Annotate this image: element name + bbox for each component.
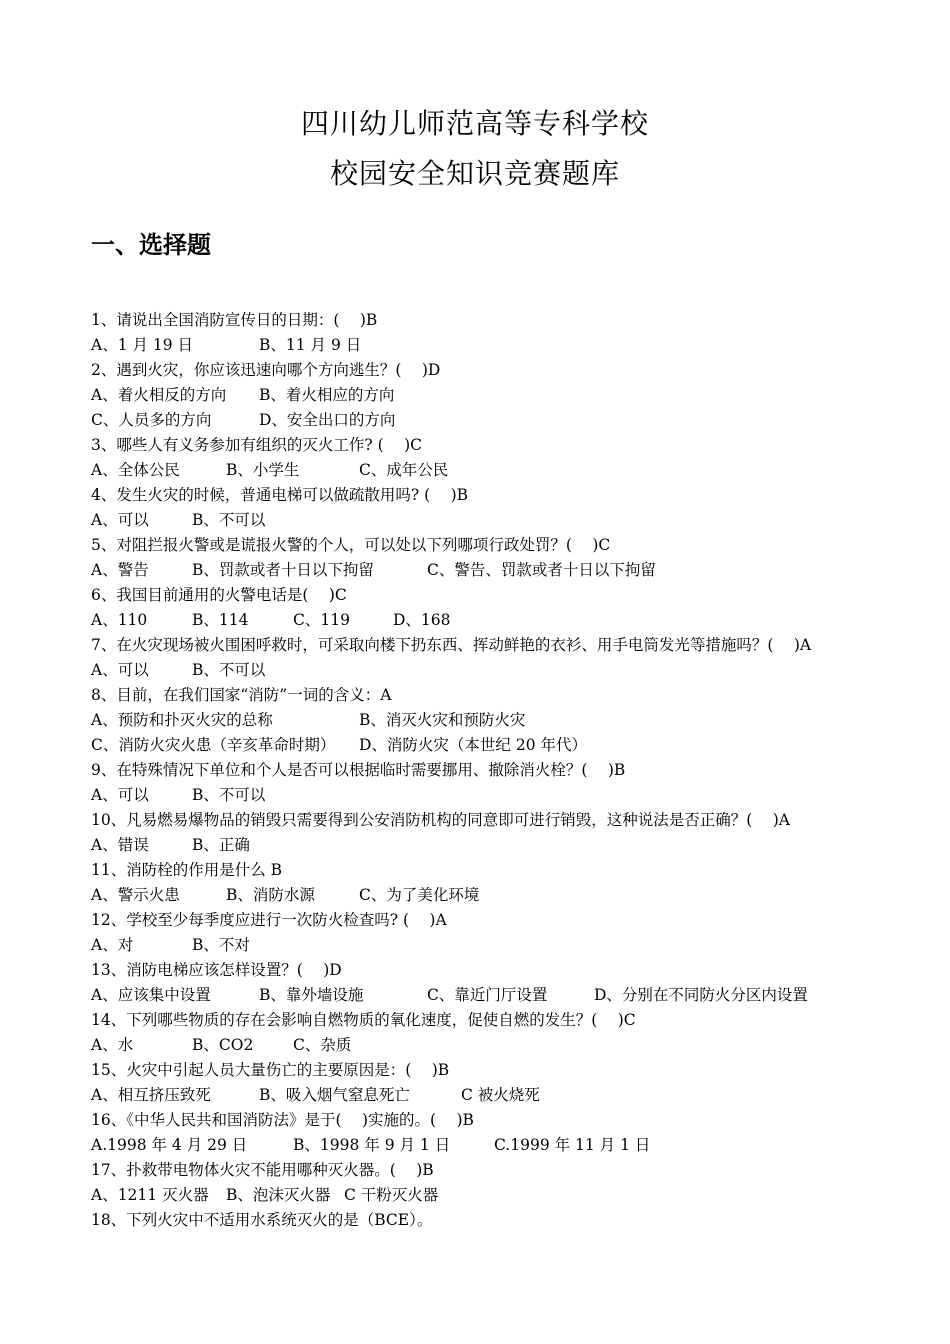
option-text: B、11 月 9 日 bbox=[259, 336, 362, 354]
question-line: 8、目前，在我们国家“消防”一词的含义：A bbox=[91, 686, 392, 704]
option-text: B、不可以 bbox=[192, 511, 266, 529]
options-line bbox=[91, 983, 881, 1008]
options-line bbox=[91, 1083, 881, 1108]
options-line bbox=[91, 608, 881, 633]
option-text: A、预防和扑灭火灾的总称 bbox=[91, 711, 273, 729]
option-text: A、110 bbox=[91, 611, 148, 629]
option-text: B、不对 bbox=[192, 936, 250, 954]
question-line: 7、在火灾现场被火围困呼救时，可采取向楼下扔东西、挥动鲜艳的衣衫、用手电筒发光等措施吗？( )A bbox=[91, 636, 812, 654]
options-line bbox=[91, 1133, 881, 1158]
option-text: A、1211 灭火器 bbox=[91, 1186, 209, 1204]
options-line bbox=[91, 783, 881, 808]
option-text: B、罚款或者十日以下拘留 bbox=[192, 561, 374, 579]
option-text: A、着火相反的方向 bbox=[91, 386, 227, 404]
question-line: 13、消防电梯应该怎样设置？( )D bbox=[91, 961, 342, 979]
option-text: A、可以 bbox=[91, 511, 149, 529]
question-line: 14、下列哪些物质的存在会影响自燃物质的氧化速度，促使自燃的发生？( )C bbox=[91, 1011, 636, 1029]
question-line: 1、请说出全国消防宣传日的日期：( )B bbox=[91, 311, 378, 329]
option-text: B、CO2 bbox=[192, 1036, 254, 1054]
option-text: C、靠近门厅设置 bbox=[427, 986, 548, 1004]
question-list bbox=[91, 308, 881, 1233]
option-text: C.1999 年 11 月 1 日 bbox=[494, 1136, 651, 1154]
option-text: D、消防火灾（本世纪 20 年代） bbox=[359, 736, 588, 754]
option-text: B、不可以 bbox=[192, 786, 266, 804]
option-text: C、消防火灾火患（辛亥革命时期） bbox=[91, 736, 336, 754]
document-title: 校园安全知识竞赛题库 bbox=[329, 157, 620, 190]
question-line: 15、火灾中引起人员大量伤亡的主要原因是：( )B bbox=[91, 1061, 450, 1079]
option-text: B、泡沫灭火器 bbox=[226, 1186, 331, 1204]
question-line: 18、下列火灾中不适用水系统灭火的是（BCE）。 bbox=[91, 1211, 433, 1229]
option-text: A、警告 bbox=[91, 561, 149, 579]
options-line bbox=[91, 1183, 881, 1208]
options-line bbox=[91, 708, 881, 733]
option-text: B、靠外墙设施 bbox=[259, 986, 364, 1004]
option-text: A、相互挤压致死 bbox=[91, 1086, 211, 1104]
option-text: C、警告、罚款或者十日以下拘留 bbox=[427, 561, 656, 579]
question-line: 10、凡易燃易爆物品的销毁只需要得到公安消防机构的同意即可进行销毁，这种说法是否正确？( )A bbox=[91, 811, 790, 829]
options-line bbox=[91, 1033, 881, 1058]
question-line: 17、扑救带电物体火灾不能用哪种灭火器。( )B bbox=[91, 1161, 434, 1179]
options-line bbox=[91, 933, 881, 958]
option-text: B、小学生 bbox=[226, 461, 300, 479]
options-line bbox=[91, 508, 881, 533]
options-line bbox=[91, 383, 881, 408]
option-text: C、成年公民 bbox=[359, 461, 449, 479]
question-line: 2、遇到火灾，你应该迅速向哪个方向逃生？( )D bbox=[91, 361, 441, 379]
option-text: A、全体公民 bbox=[91, 461, 180, 479]
options-line bbox=[91, 733, 881, 758]
option-text: D、安全出口的方向 bbox=[259, 411, 396, 429]
section-heading: 一、选择题 bbox=[91, 231, 211, 259]
question-line: 3、哪些人有义务参加有组织的灭火工作? ( )C bbox=[91, 436, 422, 454]
option-text: A、1 月 19 日 bbox=[91, 336, 194, 354]
option-text: C、119 bbox=[293, 611, 350, 629]
question-line: 9、在特殊情况下单位和个人是否可以根据临时需要挪用、撤除消火栓？( )B bbox=[91, 761, 626, 779]
school-title: 四川幼儿师范高等专科学校 bbox=[300, 107, 649, 140]
question-line: 16、《中华人民共和国消防法》是于( )实施的。( )B bbox=[91, 1111, 474, 1129]
option-text: D、168 bbox=[393, 611, 451, 629]
option-text: B、不可以 bbox=[192, 661, 266, 679]
option-text: C 干粉灭火器 bbox=[344, 1186, 439, 1204]
options-line bbox=[91, 558, 881, 583]
question-line: 11、消防栓的作用是什么 B bbox=[91, 861, 283, 879]
option-text: C、人员多的方向 bbox=[91, 411, 212, 429]
option-text: A、错误 bbox=[91, 836, 149, 854]
question-line: 12、学校至少每季度应进行一次防火检查吗? ( )A bbox=[91, 911, 447, 929]
option-text: C 被火烧死 bbox=[461, 1086, 540, 1104]
option-text: C、杂质 bbox=[293, 1036, 352, 1054]
option-text: B、正确 bbox=[192, 836, 250, 854]
option-text: A、可以 bbox=[91, 786, 149, 804]
option-text: B、着火相应的方向 bbox=[259, 386, 395, 404]
question-line: 4、发生火灾的时候，普通电梯可以做疏散用吗? ( )B bbox=[91, 486, 469, 504]
options-line bbox=[91, 408, 881, 433]
options-line bbox=[91, 833, 881, 858]
option-text: A、应该集中设置 bbox=[91, 986, 211, 1004]
option-text: A、警示火患 bbox=[91, 886, 180, 904]
option-text: B、1998 年 9 月 1 日 bbox=[293, 1136, 451, 1154]
option-text: D、分别在不同防火分区内设置 bbox=[594, 986, 808, 1004]
options-line bbox=[91, 658, 881, 683]
options-line bbox=[91, 458, 881, 483]
options-line bbox=[91, 883, 881, 908]
option-text: B、消灭火灾和预防火灾 bbox=[359, 711, 526, 729]
option-text: A.1998 年 4 月 29 日 bbox=[91, 1136, 248, 1154]
option-text: A、可以 bbox=[91, 661, 149, 679]
question-line: 6、我国目前通用的火警电话是( )C bbox=[91, 586, 347, 604]
option-text: B、消防水源 bbox=[226, 886, 315, 904]
option-text: B、吸入烟气窒息死亡 bbox=[259, 1086, 410, 1104]
option-text: C、为了美化环境 bbox=[359, 886, 480, 904]
options-line bbox=[91, 333, 881, 358]
option-text: A、水 bbox=[91, 1036, 134, 1054]
option-text: B、114 bbox=[192, 611, 249, 629]
option-text: A、对 bbox=[91, 936, 134, 954]
question-line: 5、对阻拦报火警或是谎报火警的个人，可以处以下列哪项行政处罚？( )C bbox=[91, 536, 611, 554]
